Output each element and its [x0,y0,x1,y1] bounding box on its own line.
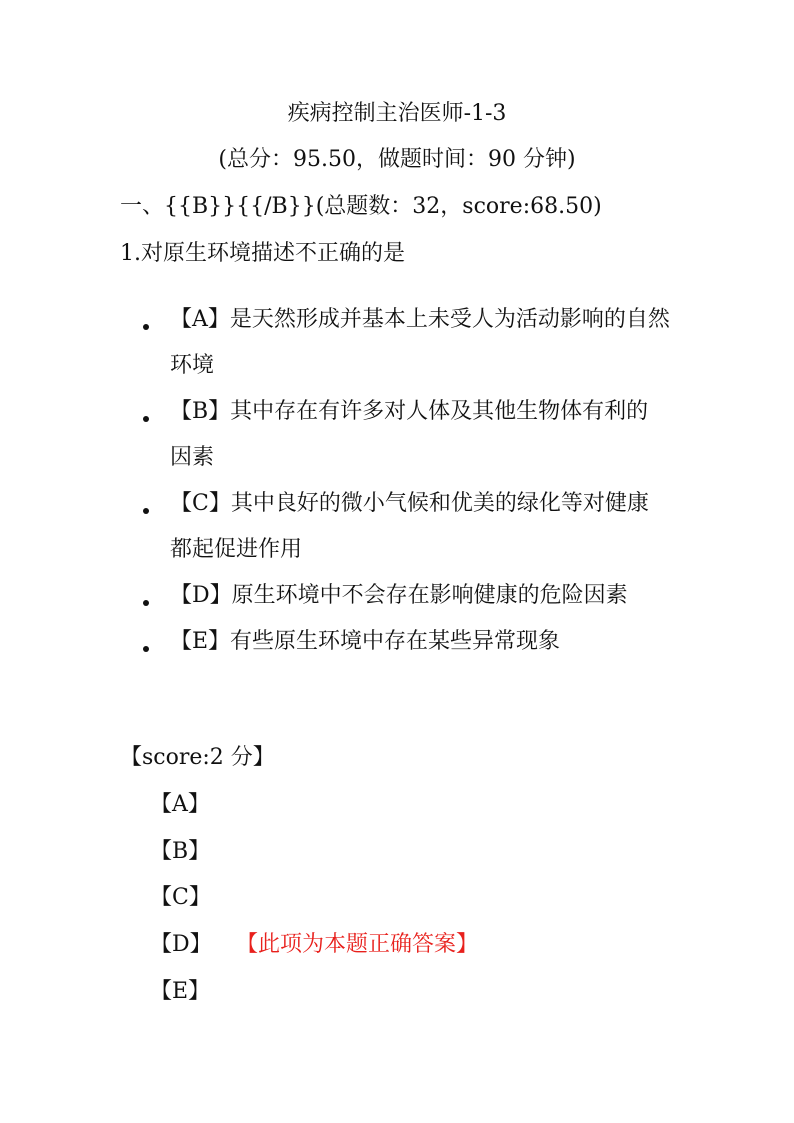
score-label: 【score:2 分】 [120,745,275,770]
option-c: 【C】其中良好的微小气候和优美的绿化等对健康都起促进作用 [170,491,649,562]
doc-subtitle: (总分：95.50，做题时间：90 分钟) [218,147,576,172]
option-e: 【E】有些原生环境中存在某些异常现象 [170,629,561,654]
option-d: 【D】原生环境中不会存在影响健康的危险因素 [170,583,628,608]
answer-b: 【B】 [150,839,211,864]
option-a: 【A】是天然形成并基本上未受人为活动影响的自然环境 [170,307,670,378]
section-heading: 一、{{B}}{{/B}}(总题数：32，score:68.50) [120,194,602,219]
list-bullet [143,508,149,514]
option-b: 【B】其中存在有许多对人体及其他生物体有利的因素 [170,399,649,470]
list-bullet [143,600,149,606]
answer-d: 【D】 [150,932,212,957]
question-stem: 1.对原生环境描述不正确的是 [120,241,405,266]
list-bullet [143,324,149,330]
list-bullet [143,416,149,422]
answer-c: 【C】 [150,885,211,910]
answer-e: 【E】 [150,979,211,1004]
correct-answer-note: 【此项为本题正确答案】 [236,932,479,957]
doc-title: 疾病控制主治医师-1-3 [287,101,507,126]
answer-a: 【A】 [150,792,210,817]
list-bullet [143,646,149,652]
